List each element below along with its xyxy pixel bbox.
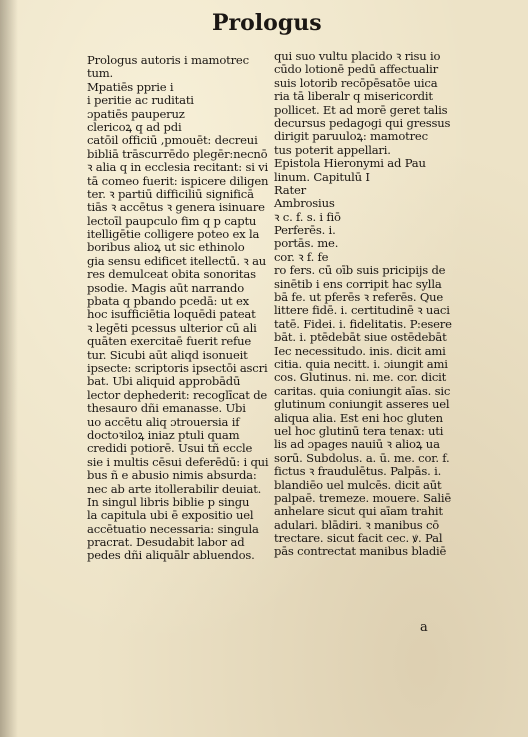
right-column-line: dirigit paruuloꝝ: mamotrec <box>274 129 428 144</box>
right-column-line: littere fidē. i. certitudinē ꝛ uaci <box>274 303 450 318</box>
binding-shadow <box>0 0 18 737</box>
left-column-line: la capitula ubi ē expositio uel <box>87 508 254 523</box>
left-column-line: tum. <box>87 66 114 81</box>
right-column-line: cūdo lotionē pedū affectualir <box>274 62 438 77</box>
right-column-line: bā fe. ut pferēs ꝛ referēs. Que <box>274 290 444 305</box>
left-column-line: lectoīl paupculo fim q p captu <box>87 213 257 228</box>
right-column-line: qui suo vultu placido ꝛ risu io <box>274 49 441 63</box>
right-column-line: Rater <box>274 182 306 197</box>
left-column-line: itelligētie colligere poteo ex la <box>87 227 260 242</box>
left-column-line: pracrat. Desudabit labor ad <box>87 535 245 550</box>
left-column-line: ɔpatiēs pauperuz <box>87 106 185 121</box>
right-column-line: ꝛ c. f. s. i fiō <box>274 209 341 224</box>
left-column-line: gia sensu edificet itellectū. ꝛ au <box>87 253 267 268</box>
left-column-line: ipsecte: scriptoris ipsectōi ascri <box>87 360 268 375</box>
left-column-line: tur. Sicubi aūt aliqd isonueit <box>87 347 248 362</box>
left-column-line: sie i multis cēsui deferēdū: i qui <box>87 454 269 469</box>
right-column-line: sorū. Subdolus. a. ū. me. cor. f. <box>274 450 450 465</box>
right-column-line: Epistola Hieronymi ad Pau <box>274 156 426 171</box>
right-column-line: ria tā liberalr q misericordit <box>274 89 433 104</box>
left-text-column <box>87 54 271 563</box>
right-column-line: suis lotorib recōpēsatōe uica <box>274 75 438 90</box>
left-column-line: nec ab arte itollerabilir deuiat. <box>87 481 262 496</box>
left-column-line: hoc isufficiētia loquēdi pateat <box>87 307 256 322</box>
left-column-line: In singul libris biblie p singu <box>87 494 250 509</box>
right-column-line: fictus ꝛ fraudulētus. Palpās. i. <box>274 464 442 479</box>
left-column-line: clericoꝝ q ad pdi <box>87 119 182 134</box>
right-column-line: linum. Capitulū I <box>274 169 370 184</box>
right-column-line: Ambrosius <box>274 196 335 211</box>
left-column-line: i peritie ac ruditati <box>87 93 194 108</box>
left-column-line: pedes dñi aliquālr abluendos. <box>87 548 255 563</box>
left-column-line: doctoꝛiloꝝ iniaz ptuli quam <box>87 427 240 442</box>
right-column-line: citia. quia necitt. i. ɔiungit ami <box>274 356 448 371</box>
left-column-line: ter. ꝛ partiū difficiliū significā <box>87 186 254 201</box>
left-column-line: quāten exercitaē fuerit refue <box>87 334 252 349</box>
right-column-line: portās. me. <box>274 236 339 251</box>
right-column-line: tatē. Fidei. i. fidelitatis. P:esere <box>274 316 452 331</box>
left-column-line: pbata q pbando pcedā: ut ex <box>87 294 249 309</box>
left-column-line: credidi potiorē. Usui tñ eccle <box>87 441 253 456</box>
right-column-line: Perferēs. i. <box>274 223 336 238</box>
right-column-line: aliqua alia. Est eni hoc gluten <box>274 410 443 425</box>
right-column-line: cos. Glutinus. ni. me. cor. dicit <box>274 370 447 385</box>
left-column-line: psodie. Magis aūt narrando <box>87 280 245 295</box>
left-column-line: lector dephederit: recoglīcat de <box>87 387 268 402</box>
right-column-line: caritas. quia coniungit aīas. sic <box>274 383 451 398</box>
left-column-line: tiās ꝛ accētus ꝛ genera isinuare <box>87 200 265 215</box>
right-column-line: ro fers. cū oīb suis pricipijs de <box>274 263 446 278</box>
left-column-line: Mpatiēs pprie i <box>87 79 174 94</box>
right-column-line: adulari. blādiri. ꝛ manibus cō <box>274 517 440 532</box>
left-column-line: bus ñ e abusio nimis absurda: <box>87 468 257 483</box>
right-column-line: decursus pedagogi qui gressus <box>274 115 451 130</box>
left-column-line: ꝛ legēti pcessus ulterior cū ali <box>87 320 257 335</box>
right-column-line: sinētib i ens corripit hac sylla <box>274 276 442 291</box>
left-column-line: uo accētu aliq ɔtrouersia if <box>87 414 240 429</box>
left-column-line: tā comeo fuerit: ispicere diligen <box>87 173 269 188</box>
left-column-line: bat. Ubi aliquid approbādū <box>87 374 241 389</box>
left-column-line: bibliā trāscurrēdo plegēr:necnō <box>87 146 268 161</box>
right-column-line: pollicet. Et ad morē geret talis <box>274 102 448 117</box>
right-column-line: pās contrectat manibus bladiē <box>274 544 447 559</box>
right-column-line: tus poterit appellari. <box>274 142 391 157</box>
right-column-line: trectare. sicut facit cec. ꝟ. Pal <box>274 531 443 546</box>
right-column-line: palpaē. tremeze. mouere. Saliē <box>274 490 452 505</box>
left-column-line: ꝛ alia q in ecclesia recitant: si vi <box>87 160 269 175</box>
left-column-line: Prologus autoris i mamotrec <box>87 53 249 67</box>
left-column-line: accētuatio necessaria: singula <box>87 521 259 536</box>
left-column-line: thesauro dñi emanasse. Ubi <box>87 401 246 416</box>
right-column-line: blandiēo uel mulcēs. dicit aūt <box>274 477 442 492</box>
folio-signature: a <box>420 620 428 635</box>
left-column-line: catōil officiū ,pmouēt: decreui <box>87 133 258 148</box>
left-column-line: res demulceat obita sonoritas <box>87 267 256 282</box>
right-column-line: lis ad ɔpages nauiū ꝛ alioꝝ ua <box>274 437 440 452</box>
running-head: Prologus <box>212 10 322 36</box>
right-column-line: cor. ꝛ f. fe <box>274 249 329 264</box>
right-text-column <box>274 49 452 559</box>
right-column-line: Iec necessitudo. inis. dicit ami <box>274 343 446 358</box>
right-column-line: bāt. i. ptēdebāt siue ostēdebāt <box>274 330 447 345</box>
right-column-line: glutinum coniungit asseres uel <box>274 397 450 412</box>
right-column-line: uel hoc glutinū tera tenax: uti <box>274 423 444 438</box>
left-column-line: boribus alioꝝ ut sic ethinolo <box>87 240 245 255</box>
right-column-line: anhelare sicut qui aīam trahit <box>274 504 443 519</box>
